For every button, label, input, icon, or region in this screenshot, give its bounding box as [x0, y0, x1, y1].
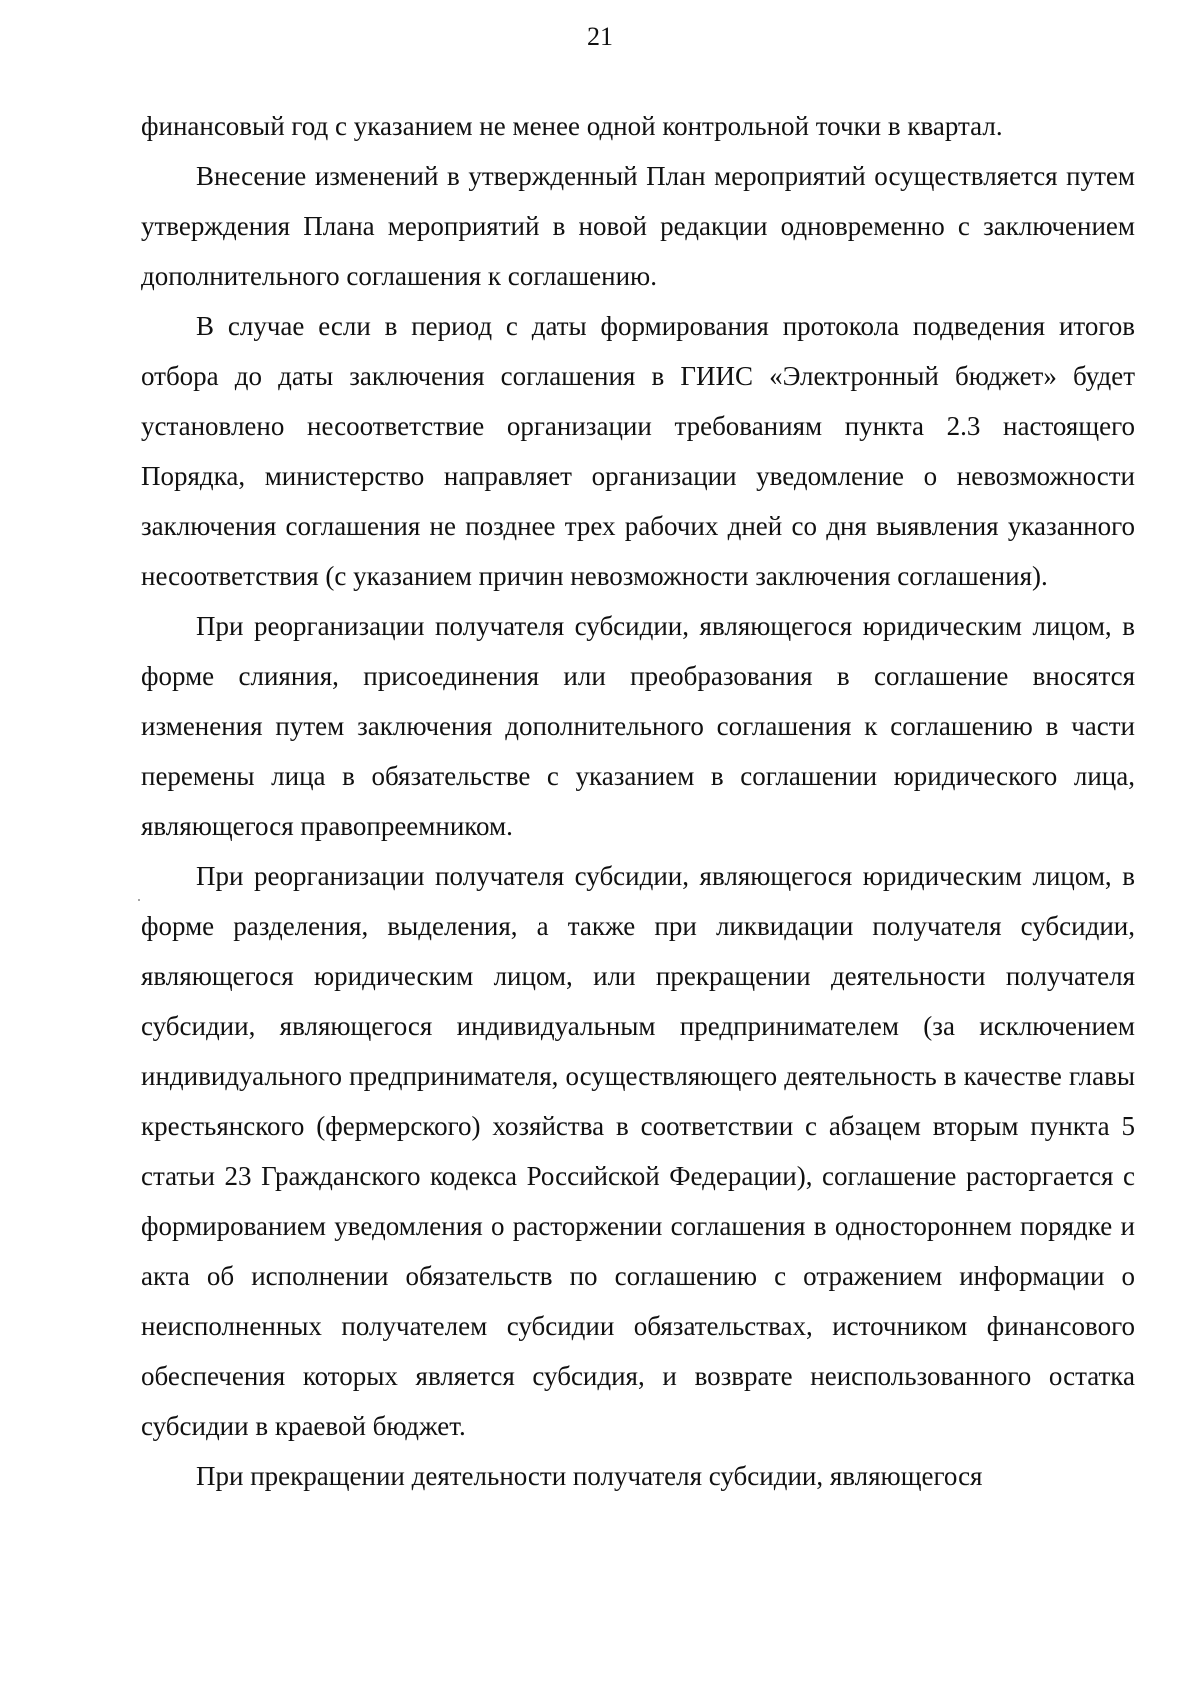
paragraph-continuation: финансовый год с указанием не менее одной контрольной точки в квартал.	[141, 111, 1003, 141]
document-body	[141, 101, 1135, 1501]
paragraph-plan-changes: Внесение изменений в утвержденный План мероприятий осуществляется путем утверждения Плана мероприятий в новой редакции одновременно с заключением дополнительного соглашения к соглашению.	[141, 161, 1135, 291]
paragraph-reorganization-division: При реорганизации получателя субсидии, являющегося юридическим лицом, в форме разделения, выделения, а также при ликвидации получателя субсидии, являющегося юридическим лицом, или прекращении деятельности получателя субсидии, являющегося индивидуальным предпринимателем (за исключением индивидуального предпринимателя, осуществляющего деятельность в качестве главы крестьянского (фермерского) хозяйства в соответствии с абзацем вторым пункта 5 статьи 23 Гражданского кодекса Российской Федерации), соглашение расторгается с формированием уведомления о расторжении соглашения в одностороннем порядке и акта об исполнении обязательств по соглашению с отражением информации о неисполненных получателем субсидии обязательствах, источником финансового обеспечения которых является субсидия, и возврате неиспользованного остатка субсидии в краевой бюджет.	[141, 861, 1135, 1441]
paragraph-termination: При прекращении деятельности получателя субсидии, являющегося	[196, 1461, 983, 1491]
paragraph-noncompliance: В случае если в период с даты формирования протокола подведения итогов отбора до даты заключения соглашения в ГИИС «Электронный бюджет» будет установлено несоответствие организации требованиям пункта 2.3 настоящего Порядка, министерство направляет организации уведомление о невозможности заключения соглашения не позднее трех рабочих дней со дня выявления указанного несоответствия (с указанием причин невозможности заключения соглашения).	[141, 311, 1135, 591]
scan-artifact-dot	[138, 899, 140, 901]
page-number: 21	[587, 22, 613, 51]
paragraph-reorganization-merger: При реорганизации получателя субсидии, являющегося юридическим лицом, в форме слияния, присоединения или преобразования в соглашение вносятся изменения путем заключения дополнительного соглашения к соглашению в части перемены лица в обязательстве с указанием в соглашении юридического лица, являющегося правопреемником.	[141, 611, 1135, 841]
